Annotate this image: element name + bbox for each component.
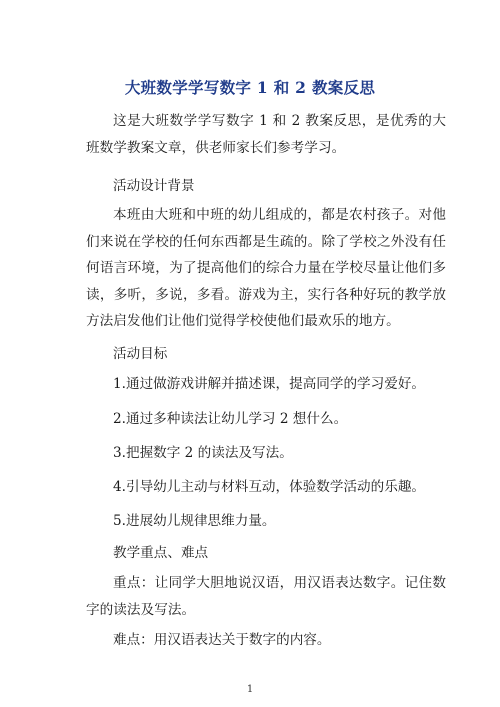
goal-item-3: 3.把握数字 2 的读法及写法。 xyxy=(113,445,293,461)
goals-heading: 活动目标 xyxy=(113,346,168,362)
key-points-heading: 教学重点、难点 xyxy=(113,545,209,561)
goal-item-1: 1.通过做游戏讲解并描述课，提高同学的学习爱好。 xyxy=(113,376,426,392)
background-heading: 活动设计背景 xyxy=(113,178,195,194)
intro-paragraph: 这是大班数学学写数字 1 和 2 教案反思，是优秀的大班数学教案文章，供老师家长们参考学习。 xyxy=(86,113,446,156)
page-number: 1 xyxy=(246,684,254,695)
background-paragraph: 本班由大班和中班的幼儿组成的，都是农村孩子。对他们来说在学校的任何东西都是生疏的。除了学校之外没有任何语言环境，为了提高他们的综合力量在学校尽量让他们多读，多听，多说，多看。游戏为主，实行各种好玩的教学放方法启发他们让他们觉得学校使他们最欢乐的地方。 xyxy=(86,207,446,329)
goal-item-4: 4.引导幼儿主动与材料互动，体验数学活动的乐趣。 xyxy=(113,479,426,495)
document-title: 大班数学学写数字 1 和 2 教案反思 xyxy=(124,78,376,97)
goal-item-5: 5.进展幼儿规律思维力量。 xyxy=(113,513,276,529)
difficulty-line: 难点：用汉语表达关于数字的内容。 xyxy=(113,632,331,648)
goal-item-2: 2.通过多种读法让幼儿学习 2 想什么。 xyxy=(113,411,348,427)
key-point-paragraph: 重点：让同学大胆地说汉语，用汉语表达数字。记住数字的读法及写法。 xyxy=(86,575,446,618)
